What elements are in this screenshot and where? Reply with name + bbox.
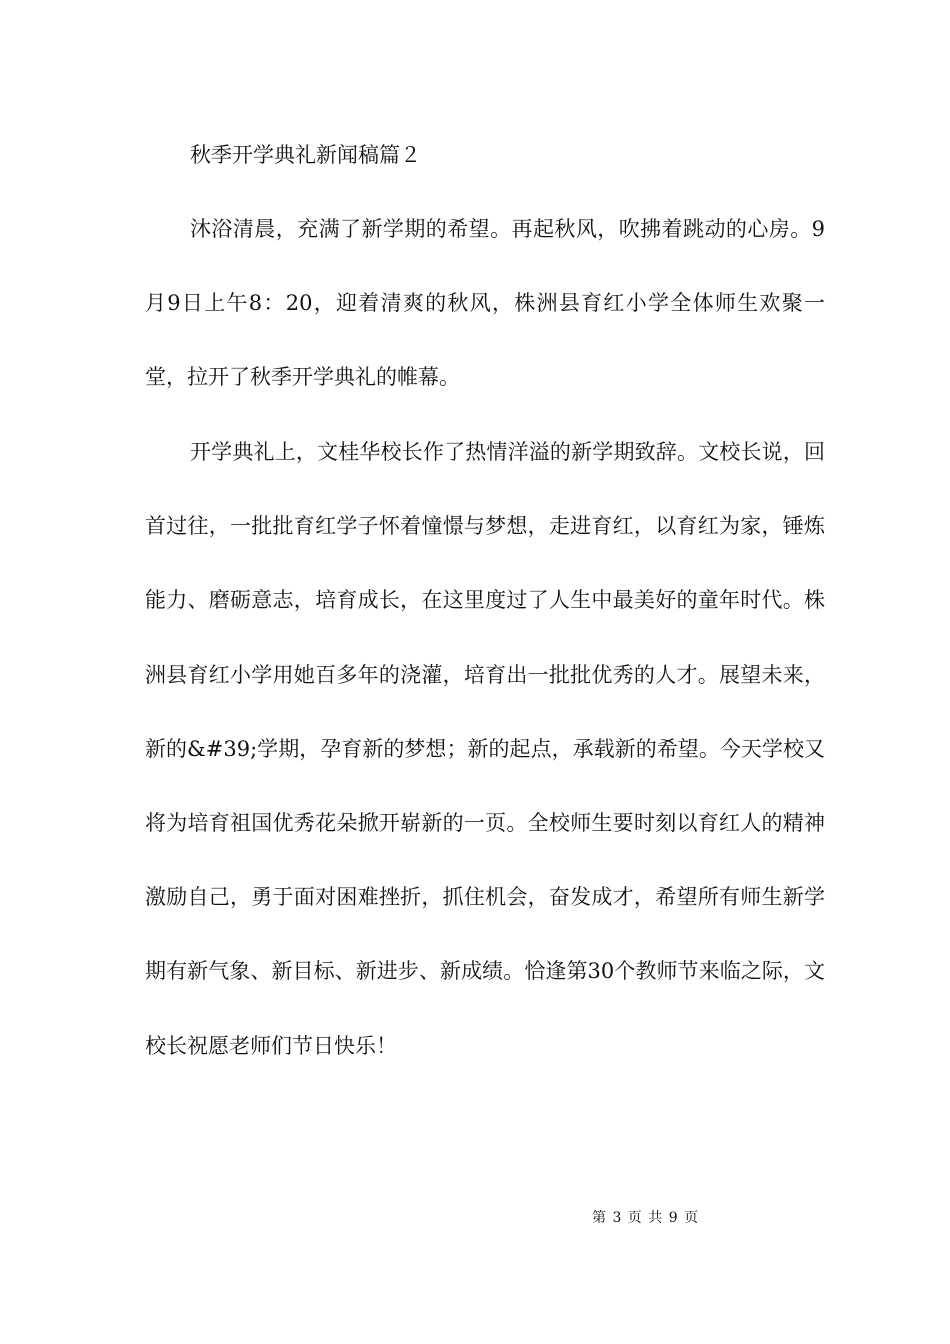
page-number-footer: 第 3 页 共 9 页: [592, 1210, 700, 1226]
section-title: 秋季开学典礼新闻稿篇２: [190, 143, 421, 167]
paragraph-principal-speech: 开学典礼上，文桂华校长作了热情洋溢的新学期致辞。文校长说，回首过往，一批批育红学子怀着憧憬与梦想，走进育红，以育红为家，锤炼能力、磨砺意志，培育成长，在这里度过了人生中最美好的童年时代。株洲县育红小学用她百多年的浇灌，培育出一批批优秀的人才。展望未来，新的&#39;学期，孕育新的梦想；新的起点，承载新的希望。今天学校又将为培育祖国优秀花朵掀开崭新的一页。全校师生要时刻以育红人的精神激励自己，勇于面对困难挫折，抓住机会，奋发成才，希望所有师生新学期有新气象、新目标、新进步、新成绩。恰逢第30个教师节来临之际，文校长祝愿老师们节日快乐！: [145, 440, 825, 1058]
paragraph-intro: 沐浴清晨，充满了新学期的希望。再起秋风，吹拂着跳动的心房。9月9日上午8：20，迎着清爽的秋风，株洲县育红小学全体师生欢聚一堂，拉开了秋季开学典礼的帷幕。: [145, 217, 825, 390]
